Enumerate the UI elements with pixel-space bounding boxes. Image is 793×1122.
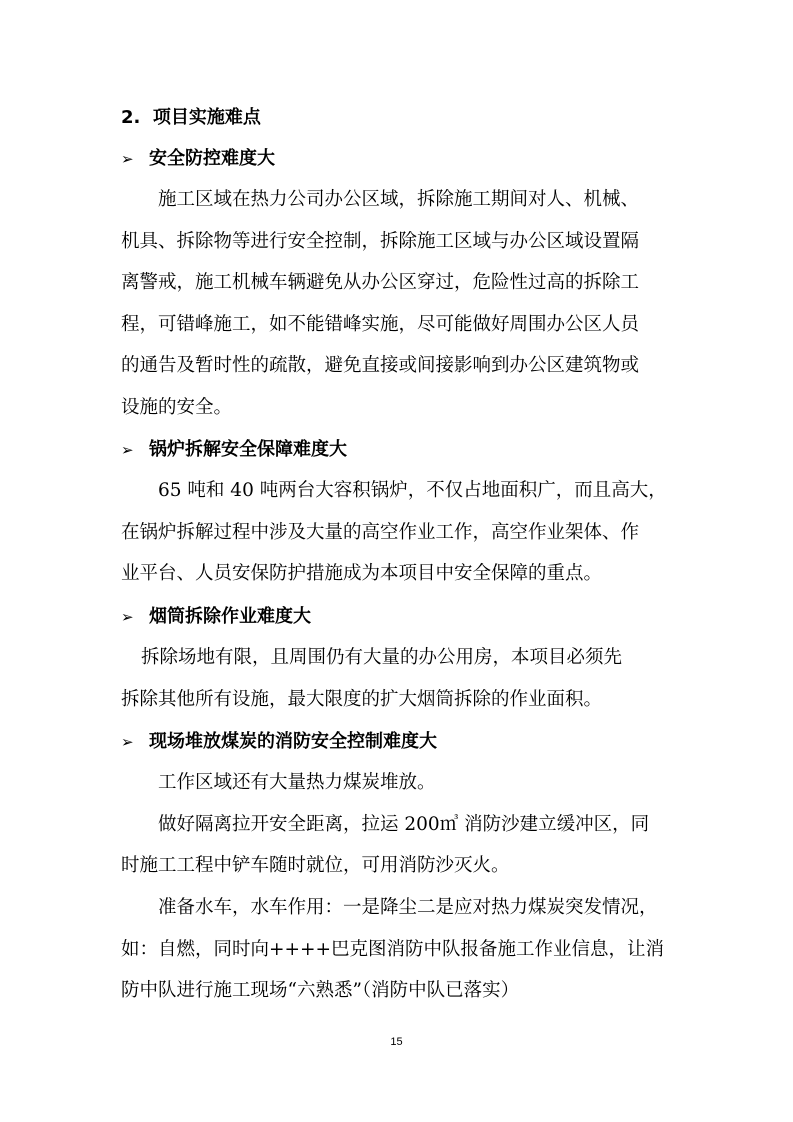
subheading-chimney-removal [121, 605, 673, 629]
subheading-boiler-dismantling [121, 438, 673, 462]
paragraph-line: 准备水车，水车作用：一是降尘二是应对热力煤炭突发情况， [158, 897, 658, 918]
section-number: 2. [121, 107, 141, 128]
subheading-safety-control [121, 147, 673, 171]
paragraph-line: 65 吨和 40 吨两台大容积锅炉，不仅占地面积广，而且高大， [158, 480, 667, 501]
bullet-arrow-icon: ➢ [121, 441, 134, 459]
page-number: 15 [390, 1036, 403, 1048]
paragraph-line: 如：自燃，同时向++++巴克图消防中队报备施工作业信息，让消 [121, 939, 665, 960]
section-title: 项目实施难点 [152, 107, 261, 128]
paragraph-line: 防中队进行施工现场“六熟悉”（消防中队已落实） [121, 980, 520, 1001]
subheading-text: 现场堆放煤炭的消防安全控制难度大 [149, 731, 437, 752]
bullet-arrow-icon: ➢ [121, 150, 134, 168]
paragraph-line: 的通告及暂时性的疏散，避免直接或间接影响到办公区建筑物或 [121, 355, 640, 376]
paragraph-line: 业平台、人员安保防护措施成为本项目中安全保障的重点。 [121, 563, 603, 584]
paragraph-line: 在锅炉拆解过程中涉及大量的高空作业工作，高空作业架体、作 [121, 522, 640, 543]
paragraph-line: 时施工工程中铲车随时就位，可用消防沙灭火。 [121, 855, 510, 876]
paragraph-line: 施工区域在热力公司办公区域，拆除施工期间对人、机械、 [158, 189, 640, 210]
bullet-arrow-icon: ➢ [121, 733, 134, 751]
paragraph-line: 机具、拆除物等进行安全控制，拆除施工区域与办公区域设置隔 [121, 231, 640, 252]
paragraph-line: 拆除场地有限，且周围仍有大量的办公用房，本项目必须先 [141, 647, 623, 668]
paragraph-line: 程，可错峰施工，如不能错峰实施，尽可能做好周围办公区人员 [121, 314, 640, 335]
paragraph-line: 工作区域还有大量热力煤炭堆放。 [158, 772, 436, 793]
bullet-arrow-icon: ➢ [121, 608, 134, 626]
subheading-coal-fire-safety [121, 730, 673, 754]
paragraph-line: 拆除其他所有设施，最大限度的扩大烟筒拆除的作业面积。 [121, 689, 603, 710]
subheading-text: 烟筒拆除作业难度大 [149, 606, 311, 627]
section-heading [121, 106, 673, 130]
subheading-text: 锅炉拆解安全保障难度大 [149, 439, 347, 460]
paragraph-line: 设施的安全。 [121, 397, 233, 418]
subheading-text: 安全防控难度大 [149, 148, 275, 169]
paragraph-line: 离警戒，施工机械车辆避免从办公区穿过，危险性过高的拆除工 [121, 272, 640, 293]
paragraph-line: 做好隔离拉开安全距离，拉运 200㎥ 消防沙建立缓冲区，同 [158, 814, 650, 835]
